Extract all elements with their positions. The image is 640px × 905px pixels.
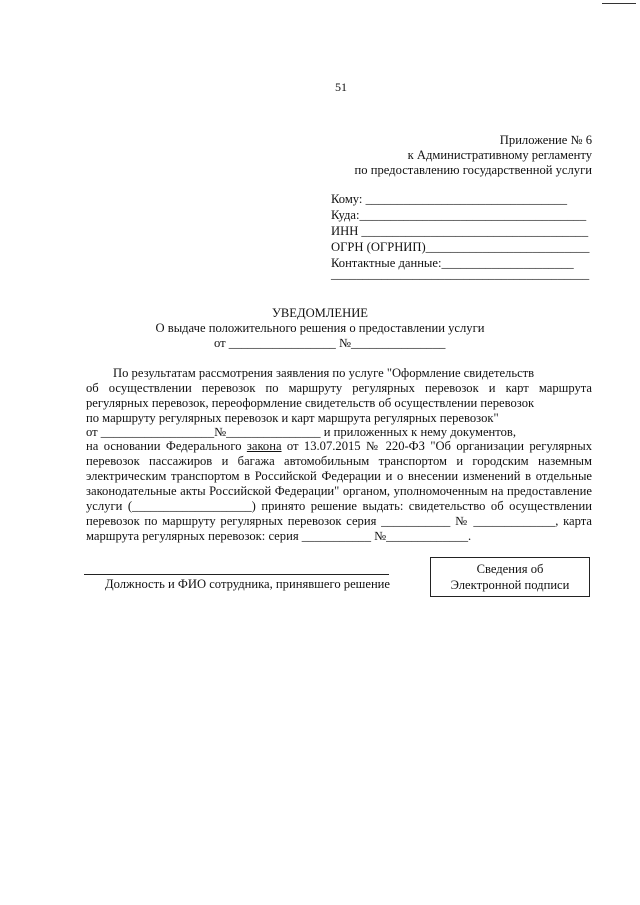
addressee-ogrn: ОГРН (ОГРНИП)__________________________ (331, 240, 590, 254)
body-line-5: от __________________№_______________ и приложенных к нему документов, (86, 425, 517, 439)
body-line-1: По результатам рассмотрения заявления по услуге "Оформление свидетельств (113, 366, 535, 380)
notice-date-line: от _________________ №_______________ (214, 336, 446, 350)
body-line-4: по маршруту регулярных перевозок и карт маршрута регулярных перевозок" (86, 411, 499, 425)
body-line-10: услуги (___________________) принято решение выдать: свидетельство об осуществлении (86, 499, 592, 513)
addressee-contacts: Контактные данные:_____________________ (331, 256, 574, 270)
esign-line-2: Электронной подписи (450, 578, 570, 592)
body-line-11: перевозок по маршруту регулярных перевозок серия ___________ № _____________, карта (86, 514, 592, 528)
body-line-3: регулярных перевозок, переоформление свидетельств об осуществлении перевозок (86, 396, 535, 410)
appendix-line-1: Приложение № 6 (499, 133, 592, 147)
body-line-7: перевозок пассажиров и багажа автомобильным транспортом и городским наземным (86, 454, 592, 468)
scan-edge-mark (602, 3, 636, 4)
body-line-8: электрическим транспортом в Российской Федерации и о внесении изменений в отдельные (86, 469, 592, 483)
addressee-where: Куда:____________________________________ (331, 208, 587, 222)
signature-caption: Должность и ФИО сотрудника, принявшего решение (105, 577, 391, 591)
body-line-6-start: на основании Федерального (86, 439, 247, 453)
body-line-2: об осуществлении перевозок по маршруту регулярных перевозок и карт маршрута (86, 381, 592, 395)
law-link[interactable]: закона (246, 439, 282, 453)
addressee-to: Кому: ________________________________ (331, 192, 568, 206)
appendix-line-3: по предоставлению государственной услуги (354, 163, 592, 177)
page-number: 51 (335, 80, 347, 94)
body-line-9: законодательные акты Российской Федерации" органом, уполномоченным на предоставление (86, 484, 592, 498)
signature-line (84, 574, 389, 575)
body-line-6-end: от 13.07.2015 № 220-ФЗ "Об организации регулярных (281, 439, 592, 453)
body-line-12: маршрута регулярных перевозок: серия ___________ №_____________. (86, 529, 472, 543)
esign-box (430, 557, 590, 597)
addressee-inn: ИНН ____________________________________ (331, 224, 589, 238)
appendix-line-2: к Административному регламенту (407, 148, 592, 162)
body-line-6 (86, 439, 592, 454)
notice-subheading: О выдаче положительного решения о предоставлении услуги (155, 321, 485, 335)
addressee-blank-line: _________________________________________ (331, 267, 590, 281)
esign-line-1: Сведения об (476, 562, 544, 576)
notice-heading: УВЕДОМЛЕНИЕ (271, 306, 368, 320)
